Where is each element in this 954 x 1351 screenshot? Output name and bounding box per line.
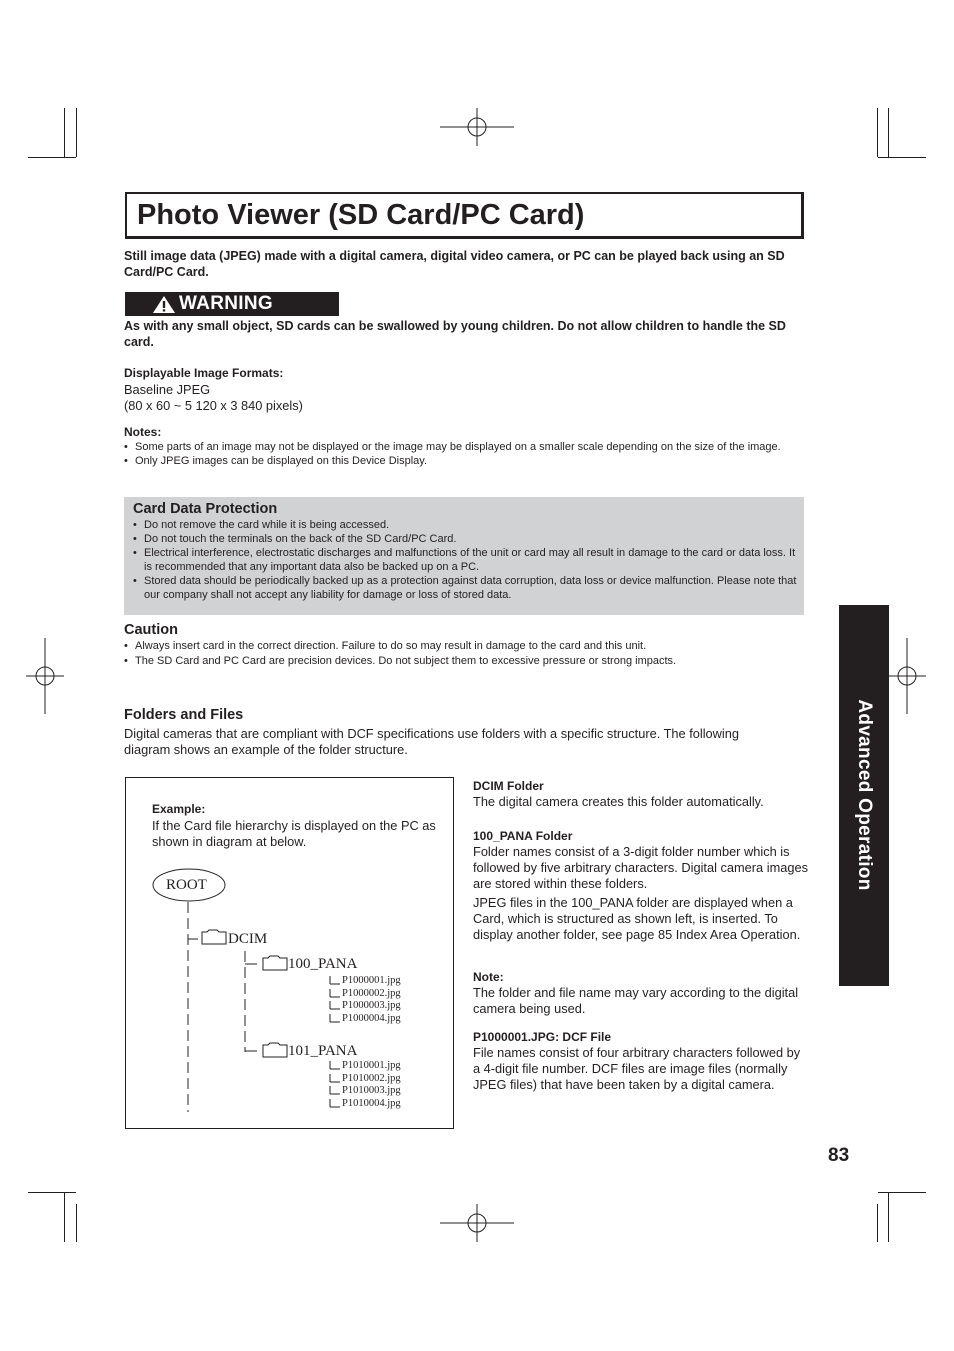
formats-line-2: (80 x 60 ~ 5 120 x 3 840 pixels) [124, 398, 303, 413]
tree-lines [126, 778, 453, 1128]
list-item: • Some parts of an image may not be displayed or the image may be displayed on a smaller scale depending on the size of the image. [124, 440, 804, 454]
pana-heading: 100_PANA Folder [473, 829, 573, 843]
list-item: • Electrical interference, electrostatic discharges and malfunctions of the unit or card may all result in damage to the card or data loss. It is recommended that any important data also be backed up on a PC. [133, 546, 798, 574]
example-text: If the Card file hierarchy is displayed on the PC as shown in diagram at below. [152, 818, 436, 849]
registration-mark-right [888, 637, 926, 715]
dcim-text: The digital camera creates this folder automatically. [473, 794, 764, 809]
root-label: ROOT [166, 877, 207, 893]
folder-diagram [125, 777, 454, 1129]
side-tab-label: Advanced Operation [854, 699, 875, 891]
caution-heading: Caution [124, 622, 178, 638]
list-item: • Only JPEG images can be displayed on this Device Display. [124, 454, 804, 468]
warning-label: WARNING [179, 293, 273, 314]
warning-text: As with any small object, SD cards can be swallowed by young children. Do not allow children to handle the SD card. [124, 319, 786, 349]
jpeg-text: JPEG files in the 100_PANA folder are displayed when a Card, which is structured as shown left, is inserted. To display another folder, see page 85 Index Area Operation. [473, 895, 801, 942]
files-100-list [342, 975, 401, 1026]
file-name: P1010004.jpg [342, 1098, 401, 1110]
card-protection-list [133, 518, 798, 602]
formats-line-1: Baseline JPEG [124, 382, 211, 397]
list-item: • Always insert card in the correct direction. Failure to do so may result in damage to the card and this unit. [124, 639, 804, 653]
registration-mark-top [438, 108, 516, 146]
pana-description [473, 828, 808, 892]
file-description [473, 1029, 808, 1093]
file-name: P1010003.jpg [342, 1085, 401, 1097]
file-name: P1010002.jpg [342, 1072, 401, 1084]
warning-banner [125, 292, 339, 316]
registration-mark-left [26, 637, 64, 715]
folders-heading: Folders and Files [124, 707, 244, 723]
card-protection-heading: Card Data Protection [133, 501, 278, 517]
example-heading: Example: [152, 802, 206, 816]
list-item: • Do not touch the terminals on the back of the SD Card/PC Card. [133, 532, 798, 546]
dcim-heading: DCIM Folder [473, 779, 544, 793]
registration-mark-bottom [438, 1204, 516, 1242]
file-text: File names consist of four arbitrary characters followed by a 4-digit file number. DCF files are image files (normally JPEG files) that have been taken by a digital camera. [473, 1045, 801, 1092]
page-title: Photo Viewer (SD Card/PC Card) [137, 199, 585, 231]
intro-text: Still image data (JPEG) made with a digital camera, digital video camera, or PC can be played back using an SD Card/PC Card. [124, 249, 785, 279]
pana-text: Folder names consist of a 3-digit folder number which is followed by five arbitrary characters. Digital camera images are stored within these folders. [473, 844, 808, 891]
file-name: P1010001.jpg [342, 1060, 401, 1071]
dcim-label: DCIM [228, 931, 268, 947]
card-protection-box [124, 497, 804, 615]
file-name: P1000003.jpg [342, 1000, 401, 1012]
dcim-description [473, 778, 808, 810]
page-number: 83 [828, 1145, 850, 1166]
title-box [125, 192, 804, 239]
file-name: P1000004.jpg [342, 1013, 401, 1025]
folder-100-label: 100_PANA [288, 956, 358, 972]
side-tab [839, 605, 889, 986]
warning-triangle-icon [152, 295, 176, 314]
notes-heading: Notes: [124, 425, 162, 439]
note-heading: Note: [473, 970, 504, 984]
file-name: P1000001.jpg [342, 975, 401, 986]
folder-101-label: 101_PANA [288, 1043, 358, 1059]
folders-text: Digital cameras that are compliant with DCF specifications use folders with a specific structure. The following diagram shows an example of the folder structure. [124, 726, 739, 757]
formats-heading: Displayable Image Formats: [124, 366, 284, 380]
notes-list [124, 440, 804, 468]
list-item: • The SD Card and PC Card are precision devices. Do not subject them to excessive pressure or strong impacts. [124, 654, 804, 668]
file-heading: P1000001.JPG: DCF File [473, 1030, 612, 1044]
note-text: The folder and file name may vary according to the digital camera being used. [473, 985, 799, 1016]
list-item: • Stored data should be periodically backed up as a protection against data corruption, data loss or device malfunction. Please note that our company shall not accept any liability for damage or loss of stored data. [133, 574, 798, 602]
caution-list [124, 639, 804, 668]
files-101-list [342, 1060, 401, 1111]
list-item: • Do not remove the card while it is being accessed. [133, 518, 798, 532]
file-name: P1000002.jpg [342, 987, 401, 999]
note-description [473, 969, 808, 1017]
